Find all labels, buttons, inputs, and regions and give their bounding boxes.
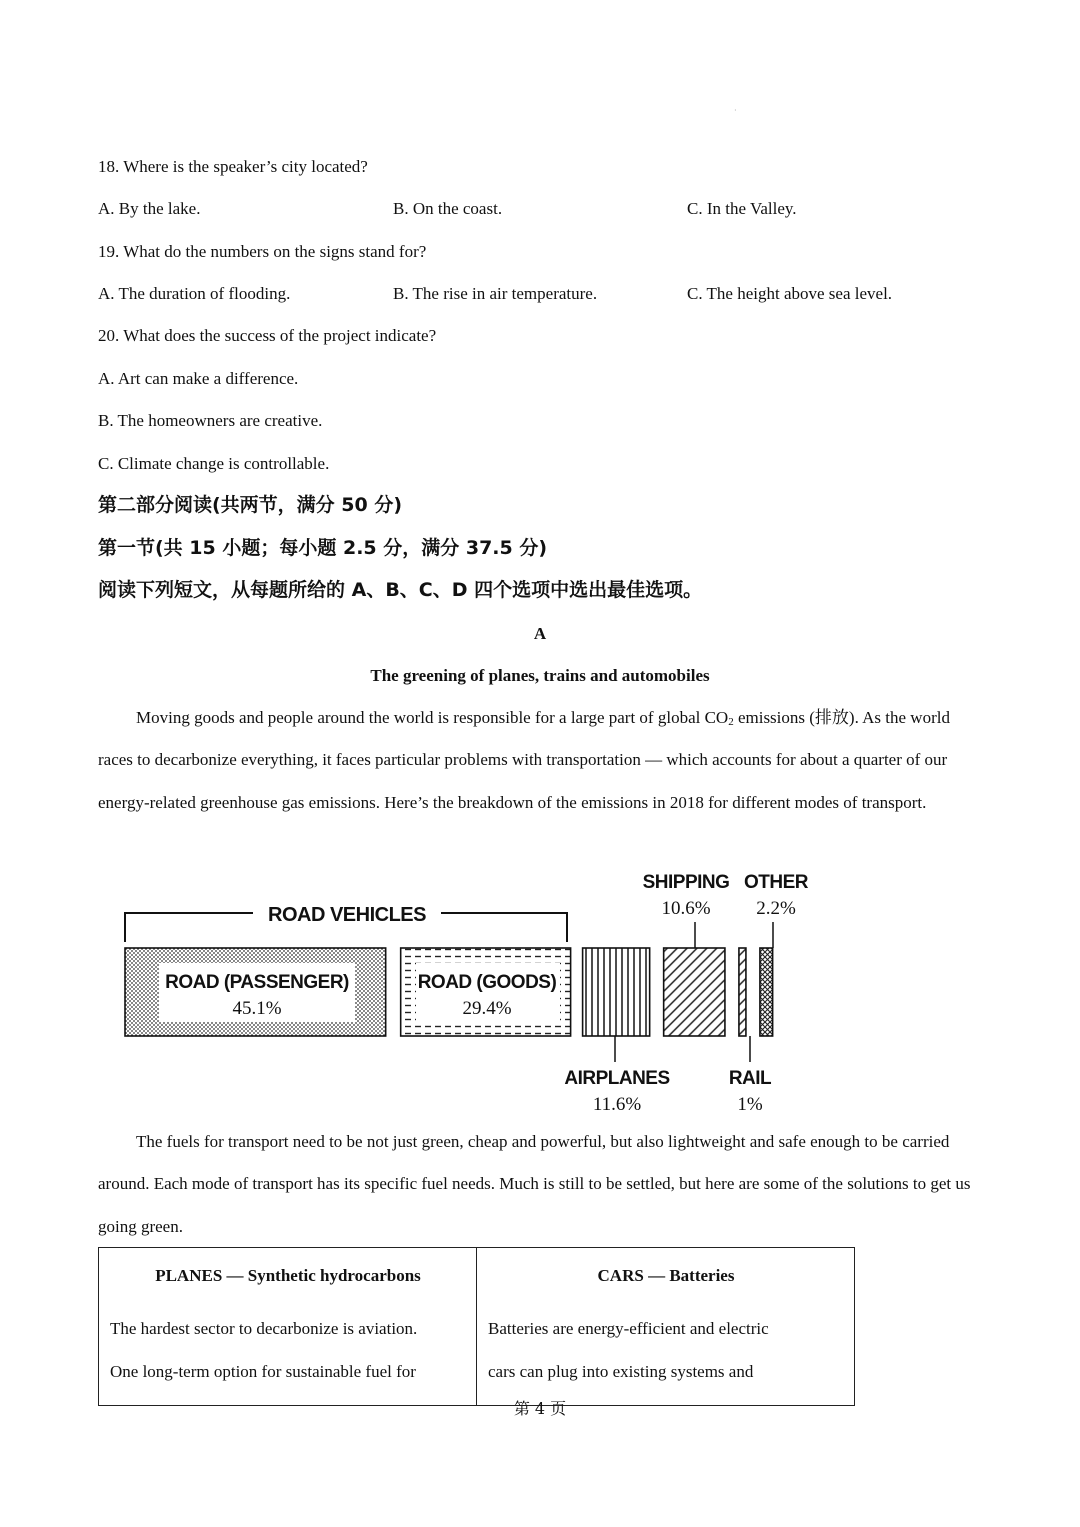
- cars-line-1: Batteries are energy-efficient and electric: [488, 1319, 769, 1338]
- road-passenger-value: 45.1%: [232, 998, 282, 1019]
- subsection-title: 第一节(共 15 小题；每小题 2.5 分，满分 37.5 分): [98, 537, 548, 559]
- scan-dot: ·: [734, 106, 737, 115]
- paragraph-2-text: The fuels for transport need to be not just green, cheap and powerful, but also lightweight and safe enough to be carried around. Each mode of transport has its specific fuel needs. Much is still to be settled, but here are some of the solutions to get us going green.: [98, 1132, 971, 1236]
- solutions-table: [98, 1247, 855, 1406]
- rail-label: RAIL: [728, 1068, 772, 1089]
- page-number: 第 4 页: [513, 1399, 567, 1418]
- planes-cell: [99, 1248, 477, 1406]
- airplanes-label: AIRPLANES: [564, 1068, 670, 1089]
- cars-header: CARS — Batteries: [597, 1266, 735, 1285]
- cars-line-2: cars can plug into existing systems and: [488, 1361, 754, 1381]
- other-label: OTHER: [744, 872, 808, 893]
- passage-paragraph-1: [98, 697, 978, 824]
- passage-letter: A: [533, 624, 547, 643]
- other-value: 2.2%: [756, 898, 796, 919]
- part-title: 第二部分阅读(共两节，满分 50 分): [98, 494, 403, 516]
- paragraph-1-part-b: emissions (排放). As the world races to decarbonize everything, it faces particular problems with transportation — which accounts for about a quarter of our energy-related greenhouse gas emissions. Here’s the breakdown of the emissions in 2018 for different modes of transport.: [98, 708, 950, 812]
- paragraph-1-part-a: Moving goods and people around the world is responsible for a large part of global CO: [136, 708, 729, 727]
- road-goods-label: ROAD (GOODS): [417, 972, 557, 993]
- question-19-option-c: C. The height above sea level.: [687, 284, 893, 303]
- emissions-breakdown-chart: [115, 862, 835, 1124]
- road-passenger-label: ROAD (PASSENGER): [165, 972, 349, 993]
- rail-value: 1%: [737, 1094, 763, 1115]
- reading-instruction: 阅读下列短文，从每题所给的 A、B、C、D 四个选项中选出最佳选项。: [98, 579, 703, 601]
- question-20-stem: 20. What does the success of the project indicate?: [98, 326, 437, 345]
- shipping-value: 10.6%: [661, 898, 711, 919]
- question-20-option-c: C. Climate change is controllable.: [98, 454, 330, 473]
- question-20-option-b: B. The homeowners are creative.: [98, 411, 323, 430]
- planes-line-1: The hardest sector to decarbonize is aviation.: [110, 1319, 418, 1338]
- shipping-label: SHIPPING: [642, 872, 730, 893]
- question-18-stem: 18. Where is the speaker’s city located?: [98, 157, 368, 176]
- question-19-option-b: B. The rise in air temperature.: [393, 284, 598, 303]
- question-18-option-c: C. In the Valley.: [687, 199, 797, 218]
- question-19-option-a: A. The duration of flooding.: [98, 284, 291, 303]
- bar-other: [760, 948, 773, 1036]
- road-vehicles-label: ROAD VEHICLES: [268, 904, 426, 926]
- question-20-option-a: A. Art can make a difference.: [98, 369, 299, 388]
- road-goods-value: 29.4%: [462, 998, 512, 1019]
- passage-title: The greening of planes, trains and automobiles: [370, 666, 710, 685]
- bar-shipping: [664, 948, 725, 1036]
- cars-cell: [477, 1248, 855, 1406]
- planes-line-2: One long-term option for sustainable fuel for: [110, 1361, 416, 1381]
- bar-rail: [739, 948, 746, 1036]
- question-18-option-a: A. By the lake.: [98, 199, 201, 218]
- question-18-option-b: B. On the coast.: [393, 199, 503, 218]
- planes-header: PLANES — Synthetic hydrocarbons: [155, 1266, 421, 1285]
- airplanes-value: 11.6%: [592, 1094, 642, 1115]
- road-bracket-left: [125, 913, 253, 942]
- bar-airplanes: [583, 948, 650, 1036]
- passage-paragraph-2: [98, 1121, 978, 1248]
- paragraph-1-subscript: 2: [728, 716, 734, 728]
- road-bracket-right: [441, 913, 567, 942]
- question-19-stem: 19. What do the numbers on the signs stand for?: [98, 242, 427, 261]
